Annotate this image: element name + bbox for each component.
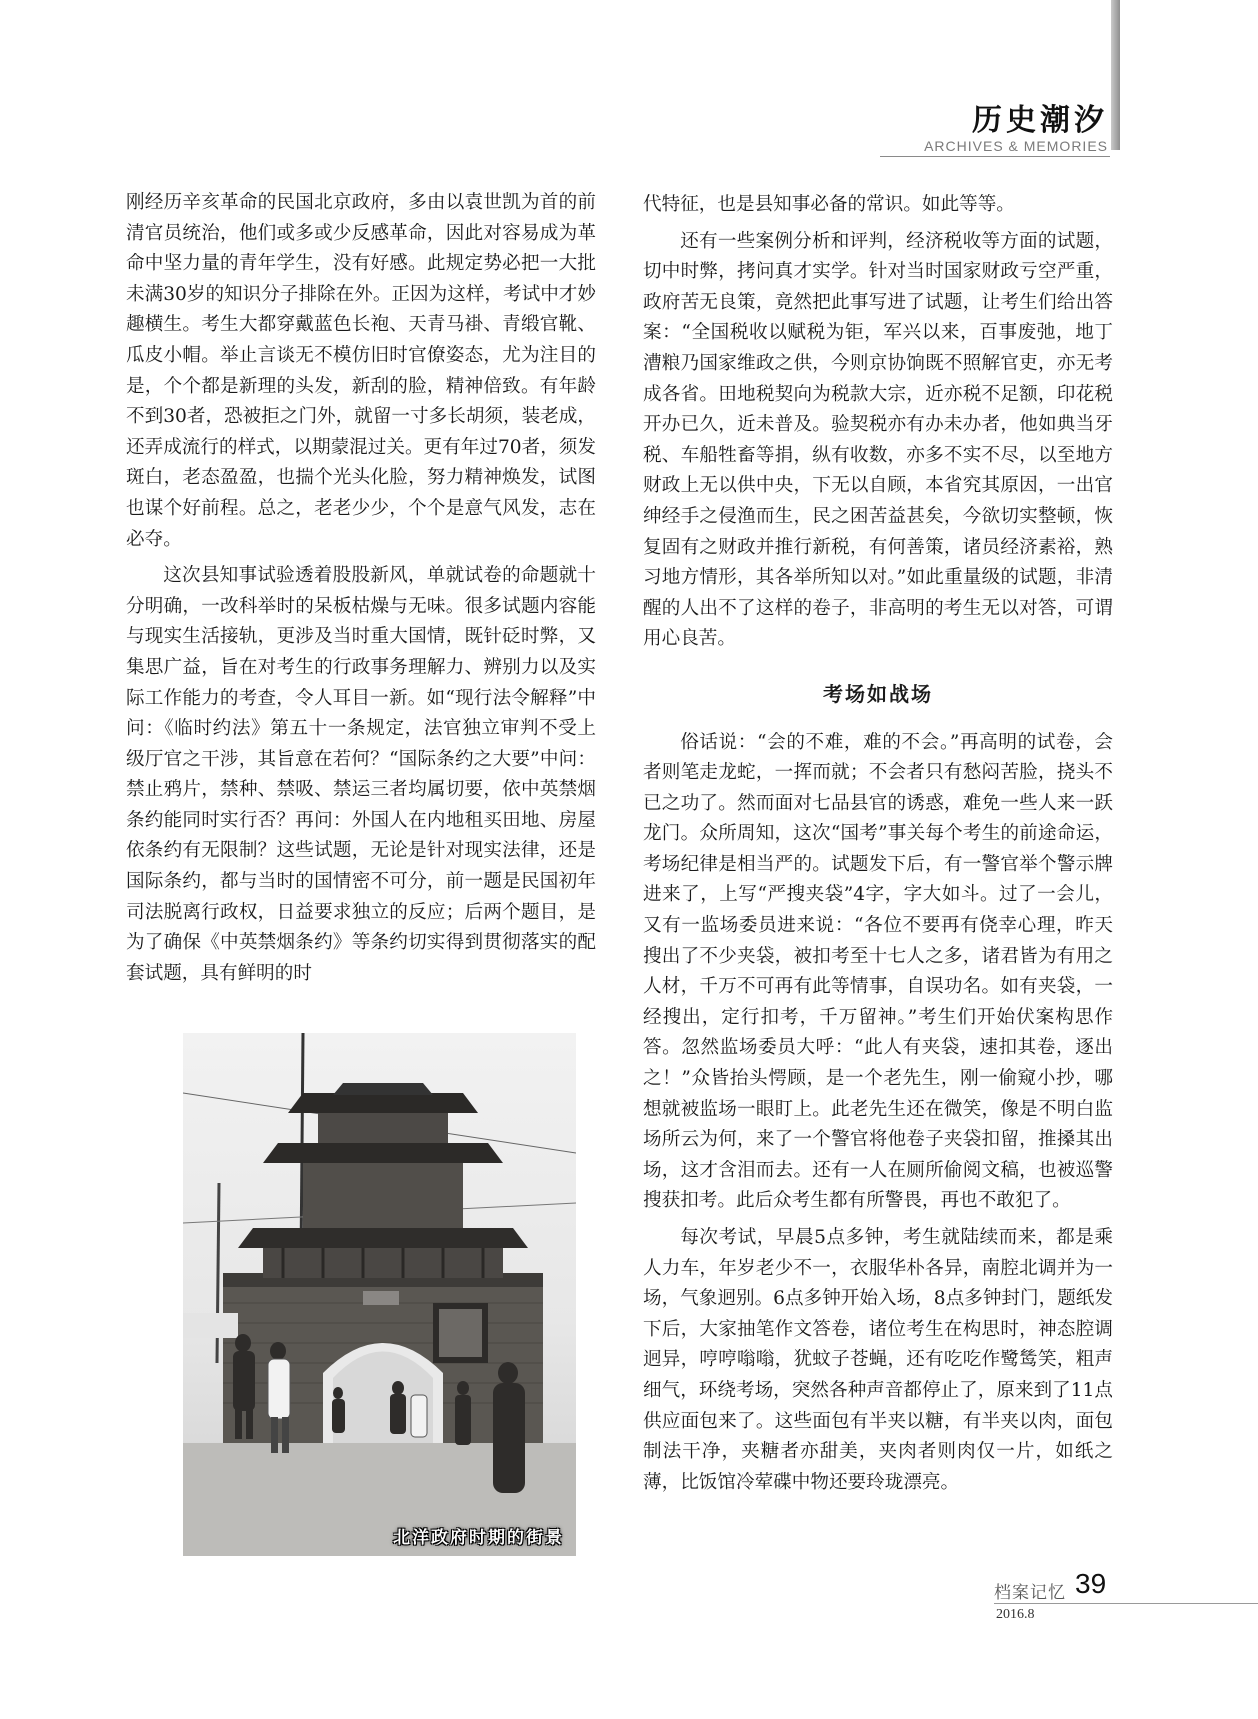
photo-illustration <box>183 1033 576 1556</box>
section-title: 历史潮汐 <box>972 103 1108 138</box>
section-subtitle: ARCHIVES & MEMORIES <box>924 138 1108 154</box>
left-column <box>126 188 596 989</box>
paragraph: 刚经历辛亥革命的民国北京政府，多由以袁世凯为首的前清官员统治，他们或多或少反感革命，因此对容易成为革命中坚力量的青年学生，没有好感。此规定势必把一大批未满30岁的知识分子排除在外。正因为这样，考试中才妙趣横生。考生大都穿戴蓝色长袍、天青马褂、青缎官靴、瓜皮小帽。举止言谈无不模仿旧时官僚姿态，尤为注目的是，个个都是新理的头发，新刮的脸，精神倍致。有年龄不到30者，恐被拒之门外，就留一寸多长胡须，装老成，还弄成流行的样式，以期蒙混过关。更有年过70者，须发斑白，老态盈盈，也揣个光头化脸，努力精神焕发，试图也谋个好前程。总之，老老少少，个个是意气风发，志在必夺。 <box>126 192 596 550</box>
street-scene-photo <box>183 1033 576 1556</box>
paragraph: 俗话说：“会的不难，难的不会。”再高明的试卷，会者则笔走龙蛇，一挥而就；不会者只有愁闷苦脸，挠头不已之功了。然而面对七品县官的诱惑，难免一些人来一跃龙门。众所周知，这次“国考”事关每个考生的前途命运，考场纪律是相当严的。试题发下后，有一警官举个警示牌进来了，上写“严搜夹袋”4字，字大如斗。过了一会儿，又有一监场委员进来说：“各位不要再有侥幸心理，昨天搜出了不少夹袋，被扣考至十七人之多，诸君皆为有用之人材，千万不可再有此等情事，自误功名。如有夹袋，一经搜出，定行扣考，千万留神。”考生们开始伏案构思作答。忽然监场委员大呼：“此人有夹袋，速扣其卷，逐出之！”众皆抬头愕顾，是一个老先生，刚一偷窥小抄，哪想就被监场一眼盯上。此老先生还在微笑，像是不明白监场所云为何，来了一个警官将他卷子夹袋扣留，推搡其出场，这才含泪而去。还有一人在厕所偷阅文稿，也被巡警搜获扣考。此后众考生都有所警畏，再也不敢犯了。 <box>643 731 1113 1212</box>
right-column <box>643 190 1113 1498</box>
paragraph: 代特征，也是县知事必备的常识。如此等等。 <box>643 194 1015 215</box>
paragraph: 还有一些案例分析和评判，经济税收等方面的试题，切中时弊，拷问真才实学。针对当时国家财政亏空严重，政府苦无良策，竟然把此事写进了试题，让考生们给出答案：“全国税收以赋税为钜，军兴以来，百事废弛，地丁漕粮乃国家维政之供，今则京协饷既不照解官吏，亦无考成各省。田地税契向为税款大宗，近亦税不足额，印花税开办已久，近未普及。验契税亦有办未办者，他如典当牙税、车船牲畜等捐，纵有收数，亦多不实不尽，以至地方财政上无以供中央，下无以自顾，本省究其原因，一出官绅经手之侵渔而生，民之困苦益甚矣，今欲切实整顿，恢复固有之财政并推行新税，有何善策，诸员经济素裕，熟习地方情形，其各举所知以对。”如此重量级的试题，非清醒的人出不了这样的卷子，非高明的考生无以对答，可谓用心良苦。 <box>643 230 1113 650</box>
photo-caption: 北洋政府时期的街景 <box>393 1528 564 1548</box>
edge-tab-bar <box>1111 0 1120 150</box>
issue-date: 2016.8 <box>996 1607 1035 1622</box>
footer-rule <box>994 1603 1258 1604</box>
paragraph: 每次考试，早晨5点多钟，考生就陆续而来，都是乘人力车，年岁老少不一，衣服华朴各异，南腔北调并为一场，气象迥别。6点多钟开始入场，8点多钟封门，题纸发下后，大家抽笔作文答卷，诸位考生在构思时，神态腔调迥异，哼哼嗡嗡，犹蚊子苍蝇，还有吃吃作鹭鸶笑，粗声细气，环绕考场，突然各种声音都停止了，原来到了11点供应面包来了。这些面包有半夹以糖，有半夹以肉，面包制法干净，夹糖者亦甜美，夹肉者则肉仅一片，如纸之薄，比饭馆冷荤碟中物还要玲珑漂亮。 <box>643 1227 1113 1493</box>
paragraph: 这次县知事试验透着股股新风，单就试卷的命题就十分明确，一改科举时的呆板枯燥与无味。很多试题内容能与现实生活接轨，更涉及当时重大国情，既针砭时弊，又集思广益，旨在对考生的行政事务理解力、辨别力以及实际工作能力的考查，令人耳目一新。如“现行法令解释”中问：《临时约法》第五十一条规定，法官独立审判不受上级厅官之干涉，其旨意在若何？“国际条约之大要”中问：禁止鸦片，禁种、禁吸、禁运三者均属切要，依中英禁烟条约能同时实行否？再问：外国人在内地租买田地、房屋依条约有无限制？这些试题，无论是针对现实法律，还是国际条约，都与当时的国情密不可分，前一题是民国初年司法脱离行政权，日益要求独立的反应；后两个题目，是为了确保《中英禁烟条约》等条约切实得到贯彻落实的配套试题，具有鲜明的时 <box>126 565 596 984</box>
section-heading: 考场如战场 <box>823 681 933 706</box>
magazine-name: 档案记忆 <box>994 1583 1066 1603</box>
page-number: 39 <box>1075 1568 1107 1599</box>
header-rule <box>880 156 1110 157</box>
